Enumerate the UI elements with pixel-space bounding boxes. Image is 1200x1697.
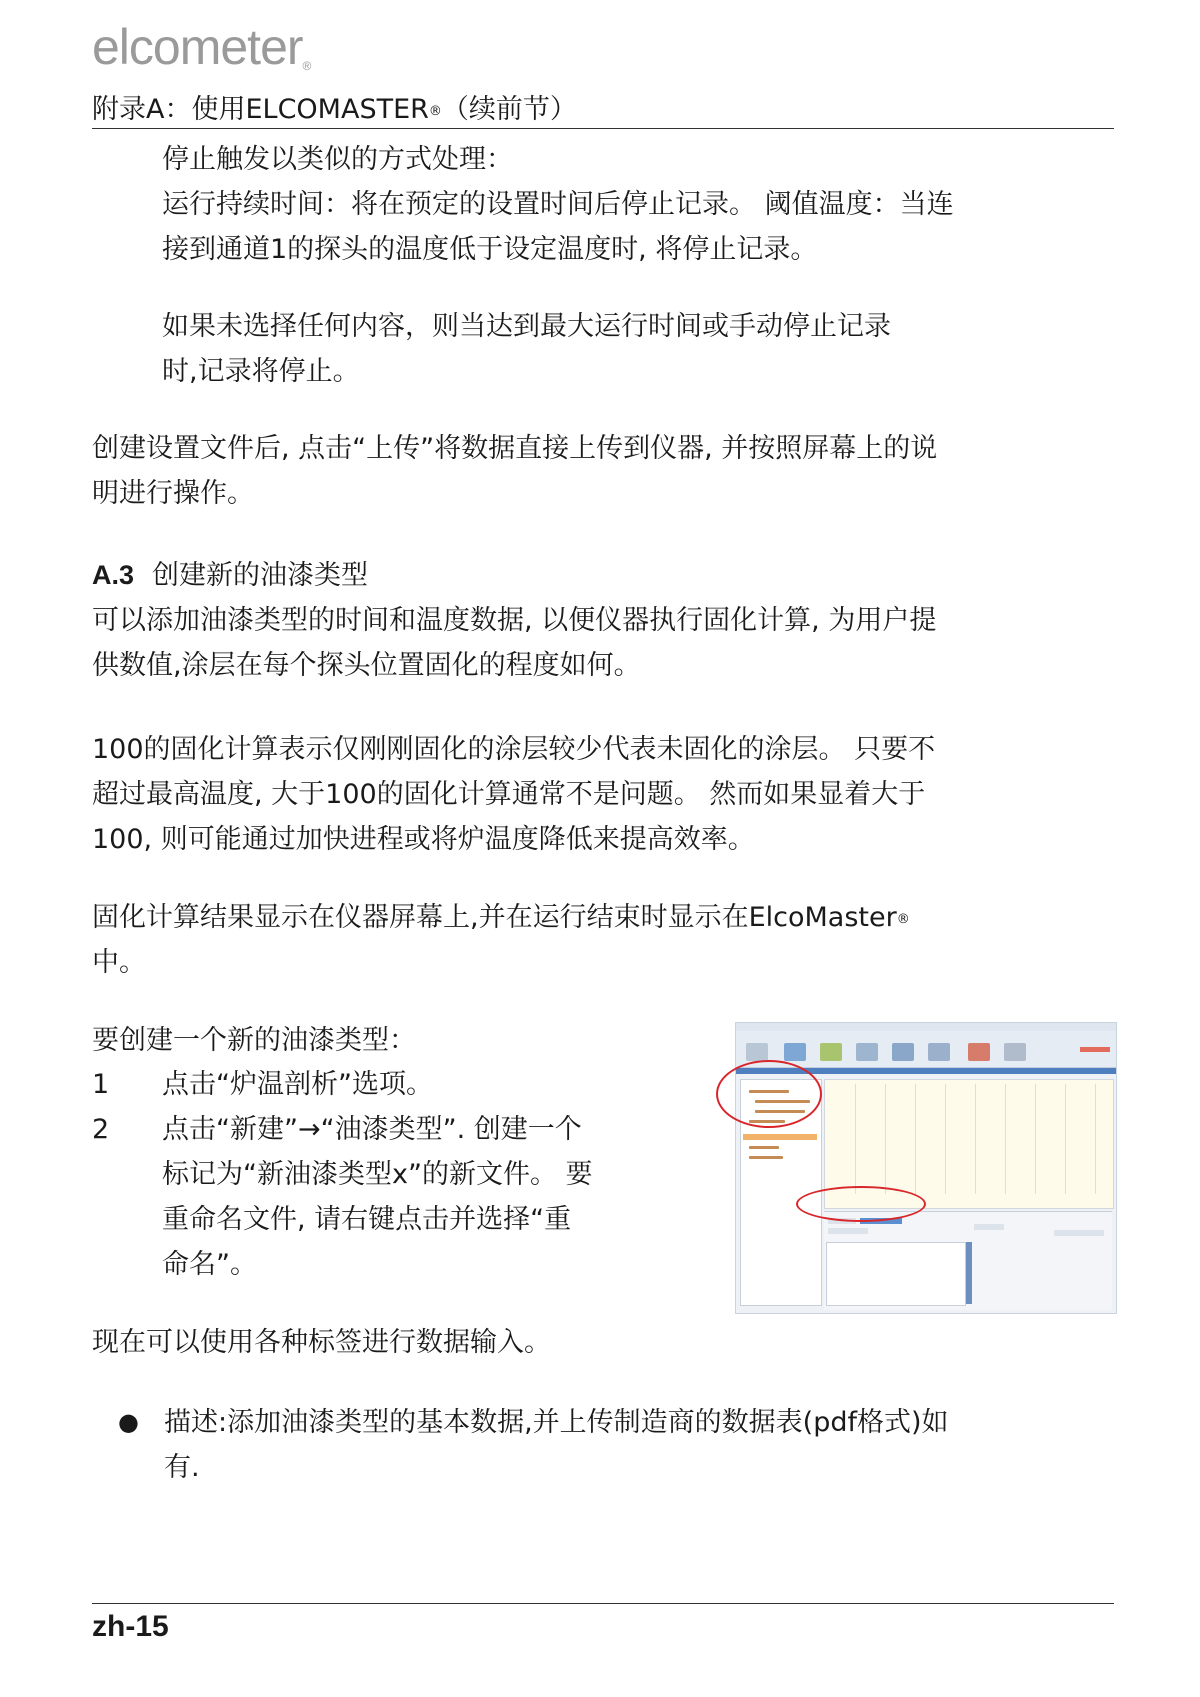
tree-node <box>749 1146 779 1149</box>
run-duration-line-1: 运行持续时间：将在预定的设置时间后停止记录。 阈值温度：当连 <box>162 189 954 220</box>
cure-result-line-1: 固化计算结果显示在仪器屏幕上,并在运行结束时显示在ElcoMaster® <box>92 902 910 933</box>
splitter-bar <box>966 1242 972 1304</box>
grid-line <box>1095 1084 1096 1194</box>
step-number: 2 <box>92 1114 110 1145</box>
section-heading: A.3 创建新的油漆类型 <box>92 560 369 591</box>
footer-rule <box>92 1603 1114 1604</box>
screenshot-brand-mark <box>1080 1047 1110 1052</box>
no-selection-line-2: 时,记录将停止。 <box>162 356 360 387</box>
screenshot-ribbon <box>736 1031 1116 1068</box>
run-duration-line-2: 接到通道1的探头的温度低于设定温度时, 将停止记录。 <box>162 234 818 265</box>
grid-line <box>1005 1084 1006 1194</box>
header-rule <box>92 128 1114 129</box>
ribbon-icon <box>928 1043 950 1061</box>
upload-paragraph-line-2: 明进行操作。 <box>92 478 254 509</box>
upload-paragraph-line-1: 创建设置文件后, 点击“上传”将数据直接上传到仪器, 并按照屏幕上的说 <box>92 433 938 464</box>
cure-calc-line-1: 100的固化计算表示仅刚刚固化的涂层较少代表未固化的涂层。 只要不 <box>92 734 936 765</box>
form-label <box>974 1224 1004 1230</box>
elcometer-logo: elcometer® <box>92 19 312 75</box>
step-text: 点击“新建”→“油漆类型”. 创建一个 <box>162 1114 582 1145</box>
grid-line <box>855 1084 856 1194</box>
paint-type-intro-line-2: 供数值,涂层在每个探头位置固化的程度如何。 <box>92 650 641 681</box>
screenshot-titlebar <box>736 1023 1116 1031</box>
grid-line <box>1035 1084 1036 1194</box>
cure-calc-line-2: 超过最高温度, 大于100的固化计算通常不是问题。 然而如果显着大于 <box>92 779 926 810</box>
data-input-note: 现在可以使用各种标签进行数据输入。 <box>92 1327 551 1358</box>
step-text: 命名”。 <box>162 1249 257 1280</box>
ribbon-icon <box>820 1043 842 1061</box>
grid-line <box>975 1084 976 1194</box>
step-text: 点击“炉温剖析”选项。 <box>162 1069 433 1100</box>
tree-selected-node <box>743 1134 817 1140</box>
ribbon-icon <box>784 1043 806 1061</box>
ribbon-icon <box>746 1043 768 1061</box>
ribbon-icon <box>1004 1043 1026 1061</box>
ribbon-icon <box>856 1043 878 1061</box>
step-text: 标记为“新油漆类型x”的新文件。 要 <box>162 1159 593 1190</box>
form-label <box>828 1228 868 1234</box>
bullet-text-line-2: 有. <box>164 1452 200 1483</box>
page-header-title: 附录A：使用ELCOMASTER®（续前节） <box>92 94 577 125</box>
page-number: zh-15 <box>92 1610 169 1643</box>
grid-line <box>945 1084 946 1194</box>
cure-result-line-2: 中。 <box>92 947 146 978</box>
grid-line <box>1065 1084 1066 1194</box>
paint-type-intro-line-1: 可以添加油漆类型的时间和温度数据, 以便仪器执行固化计算, 为用户提 <box>92 605 937 636</box>
create-paint-type-intro: 要创建一个新的油漆类型： <box>92 1025 416 1056</box>
step-text: 重命名文件, 请右键点击并选择“重 <box>162 1204 572 1235</box>
stop-trigger-intro: 停止触发以类似的方式处理： <box>162 144 513 175</box>
ribbon-icon <box>968 1043 990 1061</box>
grid-line <box>885 1084 886 1194</box>
bullet-text-line-1: 描述:添加油漆类型的基本数据,并上传制造商的数据表(pdf格式)如 <box>164 1407 949 1438</box>
cure-calc-line-3: 100, 则可能通过加快进程或将炉温度降低来提高效率。 <box>92 824 755 855</box>
step-number: 1 <box>92 1069 110 1100</box>
form-field <box>1054 1230 1104 1236</box>
annotation-circle-field <box>796 1186 926 1222</box>
grid-line <box>915 1084 916 1194</box>
no-selection-line-1: 如果未选择任何内容，则当达到最大运行时间或手动停止记录 <box>162 311 891 342</box>
screenshot-form-area <box>824 1211 1112 1310</box>
annotation-circle-tree <box>716 1060 822 1128</box>
tree-node <box>749 1156 783 1159</box>
ribbon-icon <box>892 1043 914 1061</box>
bullet-dot-icon: ● <box>118 1408 139 1436</box>
description-textarea <box>826 1242 966 1306</box>
